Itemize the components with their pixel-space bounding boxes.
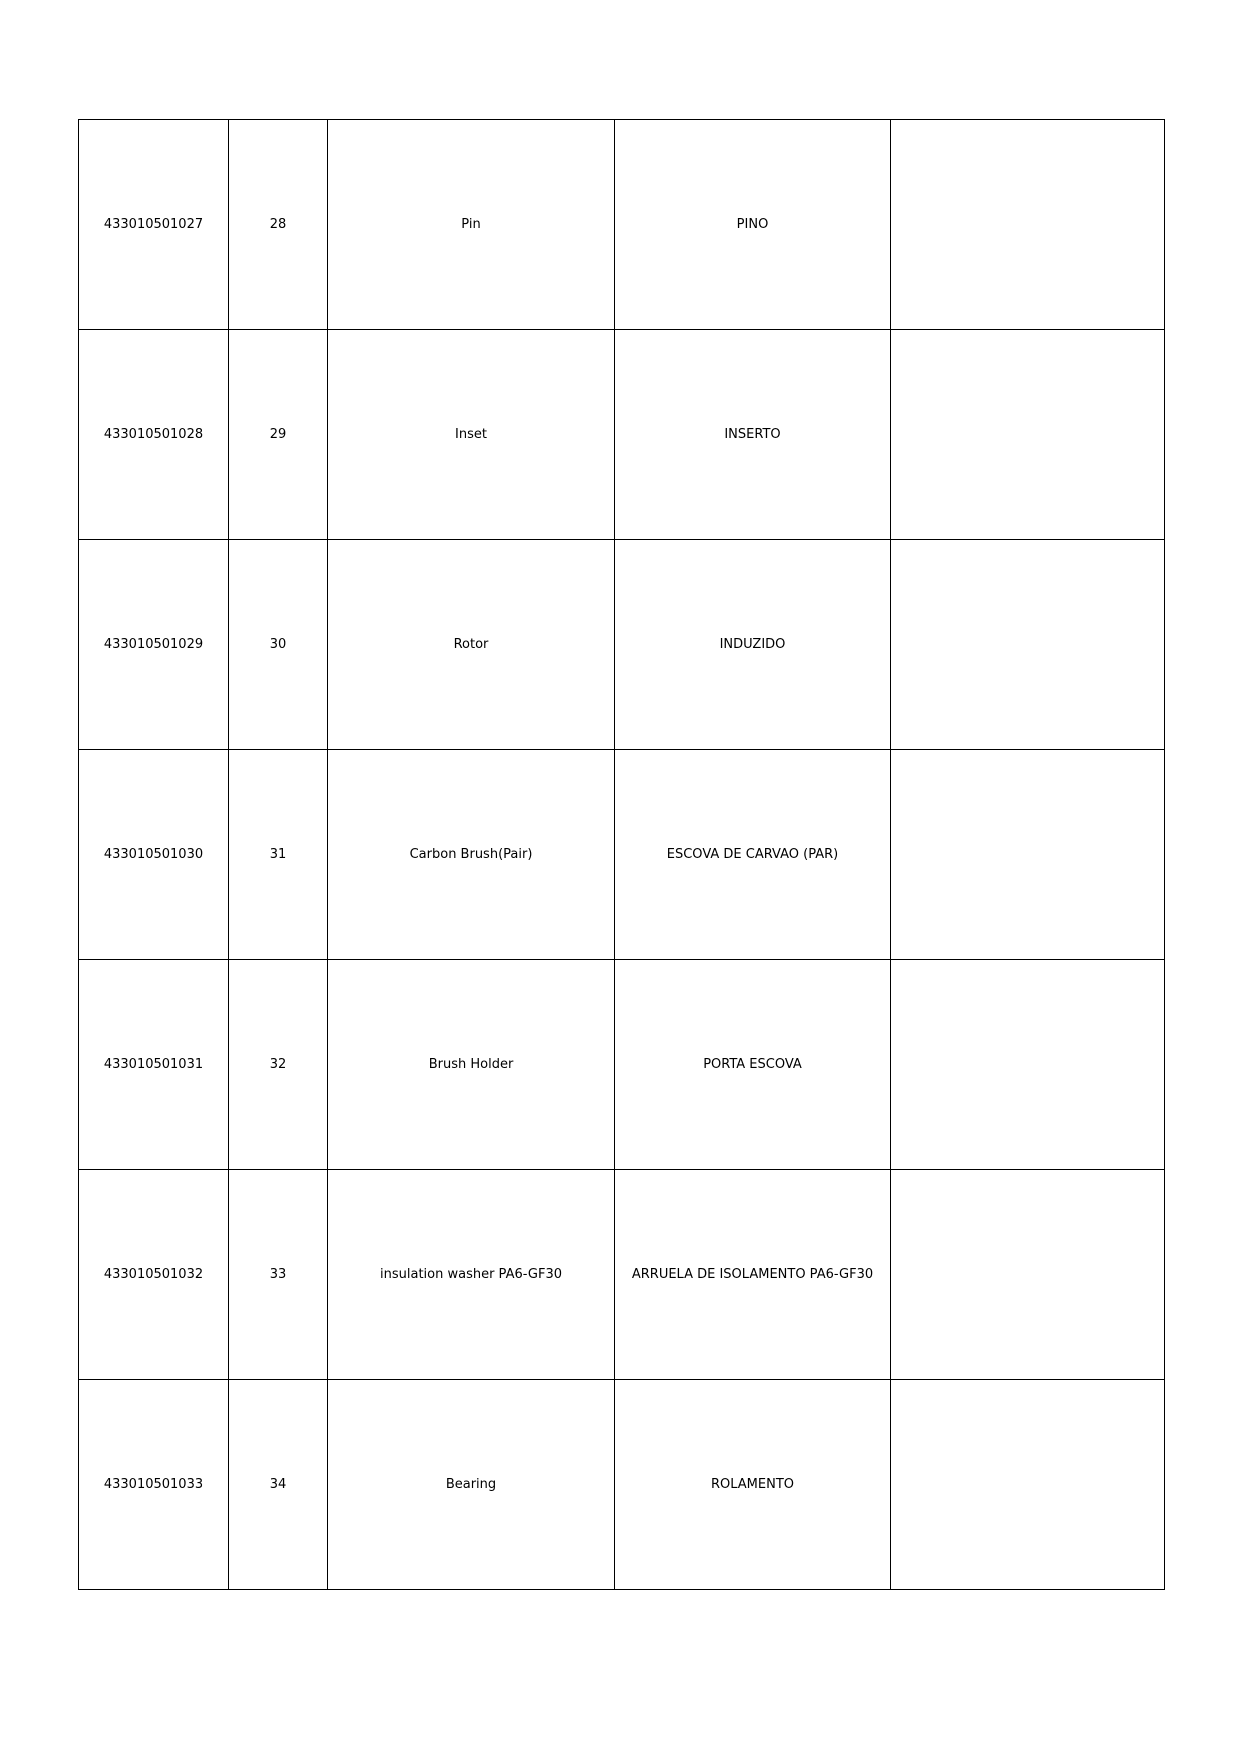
position-cell: 33	[229, 1170, 328, 1380]
table-row	[79, 120, 1165, 330]
part-code-cell: 433010501031	[79, 960, 229, 1170]
position-cell: 31	[229, 750, 328, 960]
notes-cell	[891, 540, 1165, 750]
description-pt-cell: PORTA ESCOVA	[615, 960, 891, 1170]
notes-cell	[891, 1170, 1165, 1380]
table-row	[79, 540, 1165, 750]
position-cell: 28	[229, 120, 328, 330]
description-en-cell: Carbon Brush(Pair)	[328, 750, 615, 960]
description-en-cell: insulation washer PA6-GF30	[328, 1170, 615, 1380]
position-cell: 30	[229, 540, 328, 750]
table-row	[79, 960, 1165, 1170]
description-pt-cell: ROLAMENTO	[615, 1380, 891, 1590]
table-row	[79, 1380, 1165, 1590]
description-pt-cell: ESCOVA DE CARVAO (PAR)	[615, 750, 891, 960]
notes-cell	[891, 750, 1165, 960]
notes-cell	[891, 120, 1165, 330]
position-cell: 29	[229, 330, 328, 540]
table-row	[79, 750, 1165, 960]
notes-cell	[891, 960, 1165, 1170]
description-pt-cell: INDUZIDO	[615, 540, 891, 750]
part-code-cell: 433010501029	[79, 540, 229, 750]
description-pt-cell: ARRUELA DE ISOLAMENTO PA6-GF30	[615, 1170, 891, 1380]
description-en-cell: Bearing	[328, 1380, 615, 1590]
part-code-cell: 433010501028	[79, 330, 229, 540]
notes-cell	[891, 330, 1165, 540]
description-pt-cell: INSERTO	[615, 330, 891, 540]
description-pt-cell: PINO	[615, 120, 891, 330]
description-en-cell: Pin	[328, 120, 615, 330]
description-en-cell: Inset	[328, 330, 615, 540]
notes-cell	[891, 1380, 1165, 1590]
parts-table	[78, 119, 1165, 1590]
table-row	[79, 1170, 1165, 1380]
part-code-cell: 433010501033	[79, 1380, 229, 1590]
description-en-cell: Brush Holder	[328, 960, 615, 1170]
position-cell: 34	[229, 1380, 328, 1590]
description-en-cell: Rotor	[328, 540, 615, 750]
part-code-cell: 433010501030	[79, 750, 229, 960]
part-code-cell: 433010501032	[79, 1170, 229, 1380]
table-row	[79, 330, 1165, 540]
position-cell: 32	[229, 960, 328, 1170]
part-code-cell: 433010501027	[79, 120, 229, 330]
